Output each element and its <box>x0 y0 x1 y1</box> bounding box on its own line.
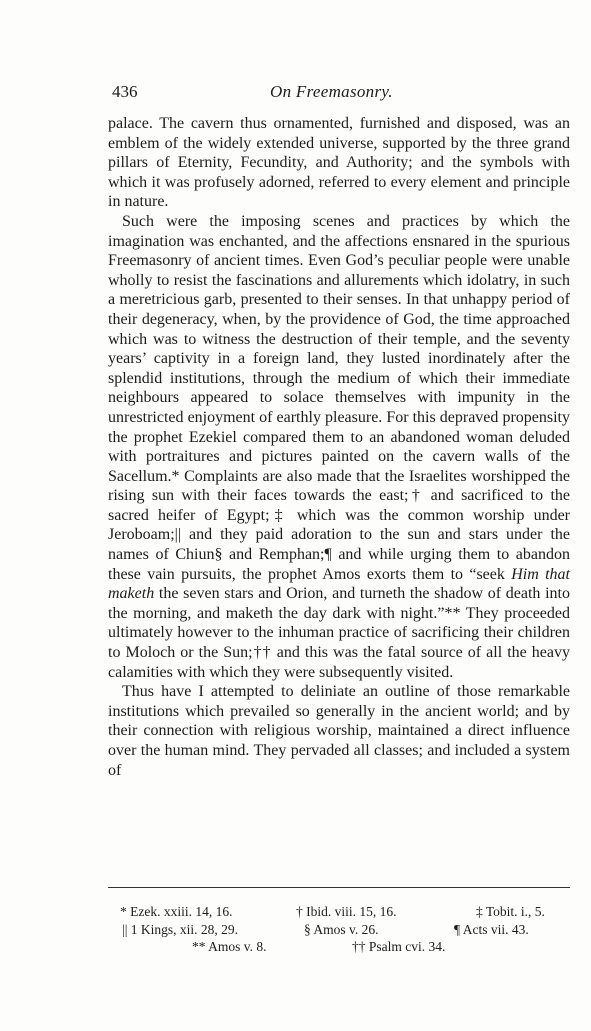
footnote: ‡ Tobit. i., 5. <box>476 904 545 919</box>
footnote: || 1 Kings, xii. 28, 29. <box>122 921 239 937</box>
footnote: ** Amos v. 8. <box>192 939 267 954</box>
paragraph <box>108 114 570 212</box>
footnote-row <box>108 903 570 921</box>
footnote: * Ezek. xxiii. 14, 16. <box>120 904 233 919</box>
page-number: 436 <box>112 82 138 101</box>
paragraph <box>108 682 570 780</box>
paragraph-text: the seven stars and Orion, and turneth the shadow of death into the morning, and maketh the day dark with night.”** They proceeded ultimately however to the inhuman practice of sacrificing their children to Moloch or the Sun;†† and this was the fatal source of all the heavy calamities with which they were subsequently visited. <box>108 585 570 681</box>
italic-text: Him that maketh <box>108 565 570 603</box>
footnote: † Ibid. viii. 15, 16. <box>296 904 397 919</box>
paragraph-text: palace. The cavern thus ornamented, furnished and disposed, was an emblem of the widely extended universe, supported by the three grand pillars of Eternity, Fecundity, and Authority; and the symbols with which it was profusely adorned, referred to every element and principle in nature. <box>108 115 570 211</box>
footnote: § Amos v. 26. <box>304 921 379 937</box>
footnote-row <box>108 938 570 956</box>
paragraph-text: Thus have I attempted to deliniate an outline of those remarkable institutions which prevailed so generally in the ancient world; and by their connection with religious worship, maintained a direct influence over the human mind. They pervaded all classes; and included a system of <box>108 683 570 779</box>
running-head <box>112 82 570 106</box>
running-title: On Freemasonry. <box>270 82 393 101</box>
footnote-rule <box>108 887 570 888</box>
footnote: †† Psalm cvi. 34. <box>352 939 446 954</box>
paragraph <box>108 212 570 682</box>
body-text <box>108 114 570 780</box>
footnote-row <box>108 921 570 939</box>
footnote: ¶ Acts vii. 43. <box>454 921 529 937</box>
paragraph-text: Such were the imposing scenes and practices by which the imagination was enchanted, and the affections ensnared in the spurious Freemasonry of ancient times. Even God’s peculiar people were unable wholly to resist the fascinations and allurements which idolatry, in such a meretricious garb, presented to their senses. In that unhappy period of their degeneracy, when, by the providence of God, the time approached which was to witness the destruction of their temple, and the seventy years’ captivity in a foreign land, they lusted inordinately after the splendid institutions, through the medium of which their immediate neighbours appeared to solace themselves with impunity in the unrestricted enjoyment of earthly pleasure. For this depraved propensity the prophet Ezekiel compared them to an abandoned woman deluded with portraitures and pictures painted on the cavern walls of the Sacellum.* Complaints are also made that the Israelites worshipped the rising sun with their faces towards the east;† and sacrificed to the sacred heifer of Egypt;‡ which was the common worship under Jeroboam;|| and they paid adoration to the sun and stars under the names of Chiun§ and Remphan;¶ and while urging them to abandon these vain pursuits, the prophet Amos exorts them to “seek <box>108 212 570 583</box>
footnotes <box>108 903 570 956</box>
